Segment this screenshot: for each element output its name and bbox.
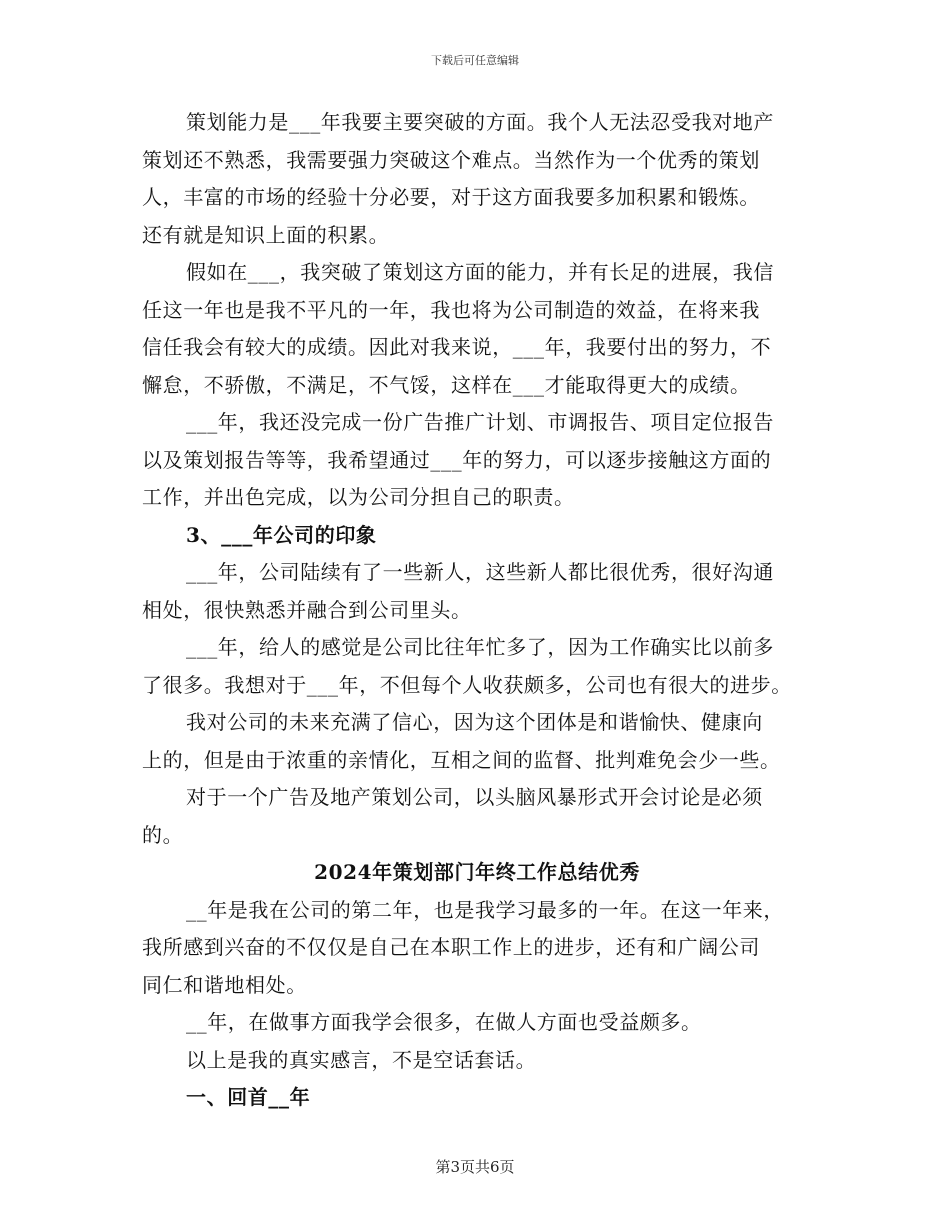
paragraph-line: __年是我在公司的第二年，也是我学习最多的一年。在这一年来，: [186, 897, 784, 922]
paragraph-line: 了很多。我想对于___年，不但每个人收获颇多，公司也有很大的进步。: [142, 672, 792, 697]
page-header: 下载后可任意编辑: [431, 54, 519, 67]
paragraph-line: 同仁和谐地相处。: [142, 972, 307, 997]
paragraph-line: ___年，给人的感觉是公司比往年忙多了，因为工作确实比以前多: [186, 635, 774, 659]
paragraph-line: 对于一个广告及地产策划公司，以头脑风暴形式开会讨论是必须: [186, 785, 763, 809]
paragraph-line: 策划还不熟悉，我需要强力突破这个难点。当然作为一个优秀的策划: [142, 147, 760, 172]
paragraph-line: 我所感到兴奋的不仅仅是自己在本职工作上的进步，还有和广阔公司: [142, 935, 760, 959]
paragraph-line: 人，丰富的市场的经验十分必要，对于这方面我要多加积累和锻炼。: [142, 185, 760, 209]
paragraph-line: ___年，公司陆续有了一些新人，这些新人都比很优秀，很好沟通: [186, 560, 774, 584]
document-title: 2024年策划部门年终工作总结优秀: [314, 860, 640, 884]
page-number: 第3页共6页: [435, 1158, 515, 1176]
paragraph-line: 以及策划报告等等，我希望通过___年的努力，可以逐步接触这方面的: [142, 447, 772, 472]
paragraph-line: 我对公司的未来充满了信心，因为这个团体是和谐愉快、健康向: [186, 710, 763, 734]
paragraph-line: 的。: [142, 822, 184, 847]
section-heading: 一、回首__年: [186, 1085, 311, 1109]
paragraph-line: 以上是我的真实感言，不是空话套话。: [186, 1047, 537, 1072]
paragraph-line: 上的，但是由于浓重的亲情化，互相之间的监督、批判难免会少一些。: [142, 747, 781, 772]
paragraph-line: ___年，我还没完成一份广告推广计划、市调报告、项目定位报告: [186, 410, 774, 434]
paragraph-line: 策划能力是___年我要主要突破的方面。我个人无法忍受我对地产: [186, 110, 774, 134]
paragraph-line: 还有就是知识上面的积累。: [142, 222, 390, 247]
paragraph-line: 假如在___，我突破了策划这方面的能力，并有长足的进展，我信: [186, 260, 774, 284]
document-body: [142, 104, 812, 1117]
section-heading: 3、___年公司的印象: [186, 522, 377, 547]
paragraph-line: 信任我会有较大的成绩。因此对我来说，___年，我要付出的努力，不: [142, 335, 772, 359]
paragraph-line: __年，在做事方面我学会很多，在做人方面也受益颇多。: [186, 1010, 702, 1034]
paragraph-line: 相处，很快熟悉并融合到公司里头。: [142, 597, 472, 622]
paragraph-line: 懈怠，不骄傲，不满足，不气馁，这样在___才能取得更大的成绩。: [142, 372, 751, 397]
paragraph-line: 工作，并出色完成，以为公司分担自己的职责。: [142, 485, 575, 509]
paragraph-line: 任这一年也是我不平凡的一年，我也将为公司制造的效益，在将来我: [142, 297, 760, 322]
